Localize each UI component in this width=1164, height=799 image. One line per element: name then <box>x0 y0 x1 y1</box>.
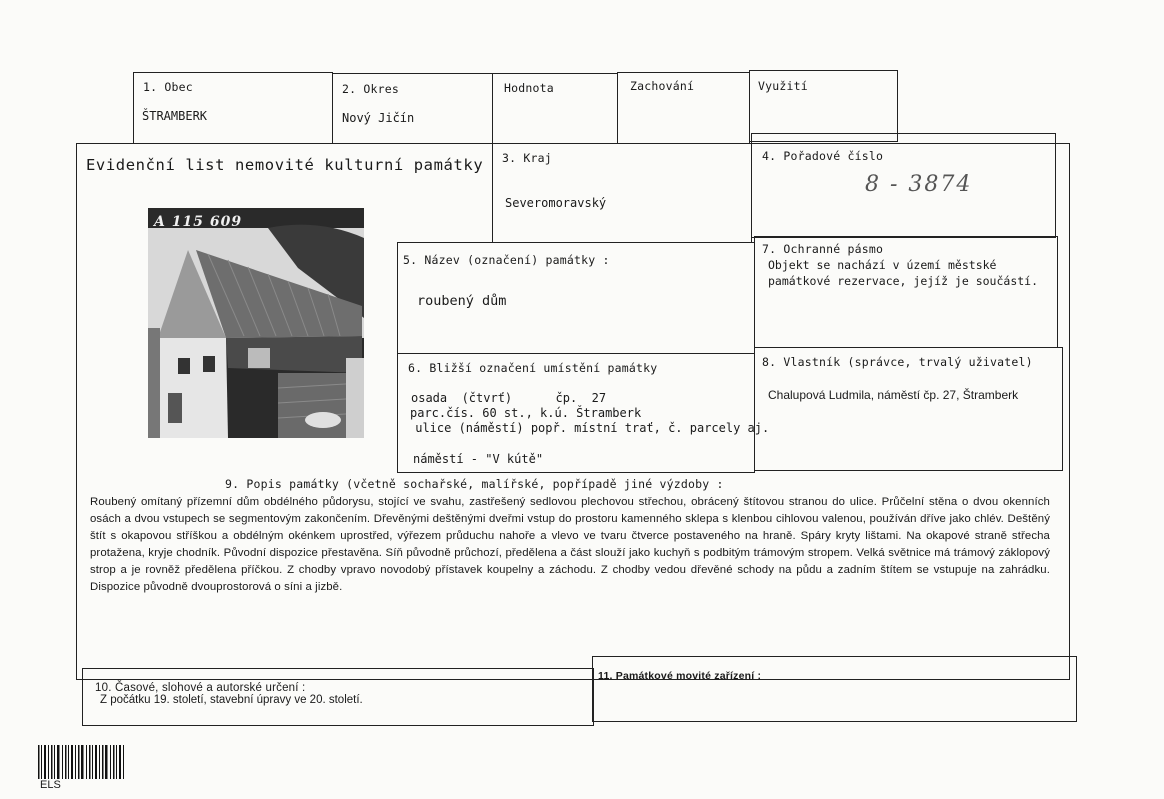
photo-stamp: A 115 609 <box>154 214 243 230</box>
popis-label: 9. Popis památky (včetně sochařské, malířské, popřípadě jiné výzdoby : <box>225 477 724 491</box>
vyuziti-label: Využití <box>758 79 808 93</box>
popis-text: Roubený omítaný přízemní dům obdélného půdorysu, stojící ve svahu, zastřešený sedlovou plechovou střechou, obrácený štítovou stranou do ulice. Průčelní stěna o dvou okenních osách a dvou vstupech se segmentovým zakončením. Dřevěnými deštěnými dveřmi vstup do prostoru kamenného sklepa s klenbou cihlovou valenou, používán dříve jako chlév. Deštěný štít s okapovou stříškou a obdélným okénkem uprostřed, výřezem průduchu nahoře a vlevo ve tvaru čtverce postaveného na hraně. Spáry kryty lištami. Na okapové straně střecha protažena, kryje chodník. Původní dispozice přestavěna. Síň původně průchozí, předělena a část slouží jako kuchyň s podbitým trámovým stropem. Velká světnice má trámový záklopový strop a je rovněž předělena příčkou. Z chodby vpravo novodobý přístavek koupelny a záchodu. Z chodby vedou dřevěné schody na půdu a zadním štítem se vstupuje na zahrádku. Dispozice původně dvouprostorová o síni a jizbě. <box>90 496 1050 593</box>
vlastnik-value: Chalupová Ludmila, náměstí čp. 27, Štramberk <box>768 388 1019 402</box>
kraj-value: Severomoravský <box>505 196 607 210</box>
nazev-label: 5. Název (označení) památky : <box>403 253 610 267</box>
umisteni-label: 6. Bližší označení umístění památky <box>408 361 658 375</box>
umisteni-line: parc.čís. 60 st., k.ú. Štramberk <box>410 406 642 420</box>
house-illustration <box>148 208 364 438</box>
building-photo <box>148 208 364 438</box>
obec-value: ŠTRAMBERK <box>142 109 208 123</box>
vlastnik-label: 8. Vlastník (správce, trvalý uživatel) <box>762 355 1033 369</box>
okres-label: 2. Okres <box>342 82 399 96</box>
kraj-label: 3. Kraj <box>502 151 552 165</box>
umisteni-line: osada (čtvrť) čp. 27 <box>411 391 607 405</box>
ochranne-pasmo-value: Objekt se nachází v území městské památkové rezervace, jejíž je součástí. <box>768 258 1039 288</box>
page-title: Evidenční list nemovité kulturní památky <box>86 156 484 174</box>
poradove-cislo-value: 8 - 3874 <box>865 172 973 197</box>
box-movite-zarizeni <box>592 656 1077 722</box>
hodnota-label: Hodnota <box>504 81 554 95</box>
barcode-icon <box>38 745 128 779</box>
zachovani-label: Zachování <box>630 79 695 93</box>
umisteni-line: náměstí - "V kútě" <box>413 452 544 466</box>
poradove-cislo-label: 4. Pořadové číslo <box>762 149 884 163</box>
okres-value: Nový Jičín <box>342 111 415 125</box>
obec-label: 1. Obec <box>143 80 193 94</box>
casove-urceni-value: Z počátku 19. století, stavební úpravy ve 20. století. <box>100 694 363 706</box>
ochranne-pasmo-label: 7. Ochranné pásmo <box>762 242 884 256</box>
casove-urceni-label: 10. Časové, slohové a autorské určení : <box>95 682 306 694</box>
nazev-value: roubený dům <box>417 293 507 309</box>
movite-zarizeni-label: 11. Památkové movité zařízení : <box>598 670 762 682</box>
footer-code: ELS <box>40 779 61 791</box>
umisteni-line: ulice (náměstí) popř. místní trať, č. parcely aj. <box>408 421 770 435</box>
